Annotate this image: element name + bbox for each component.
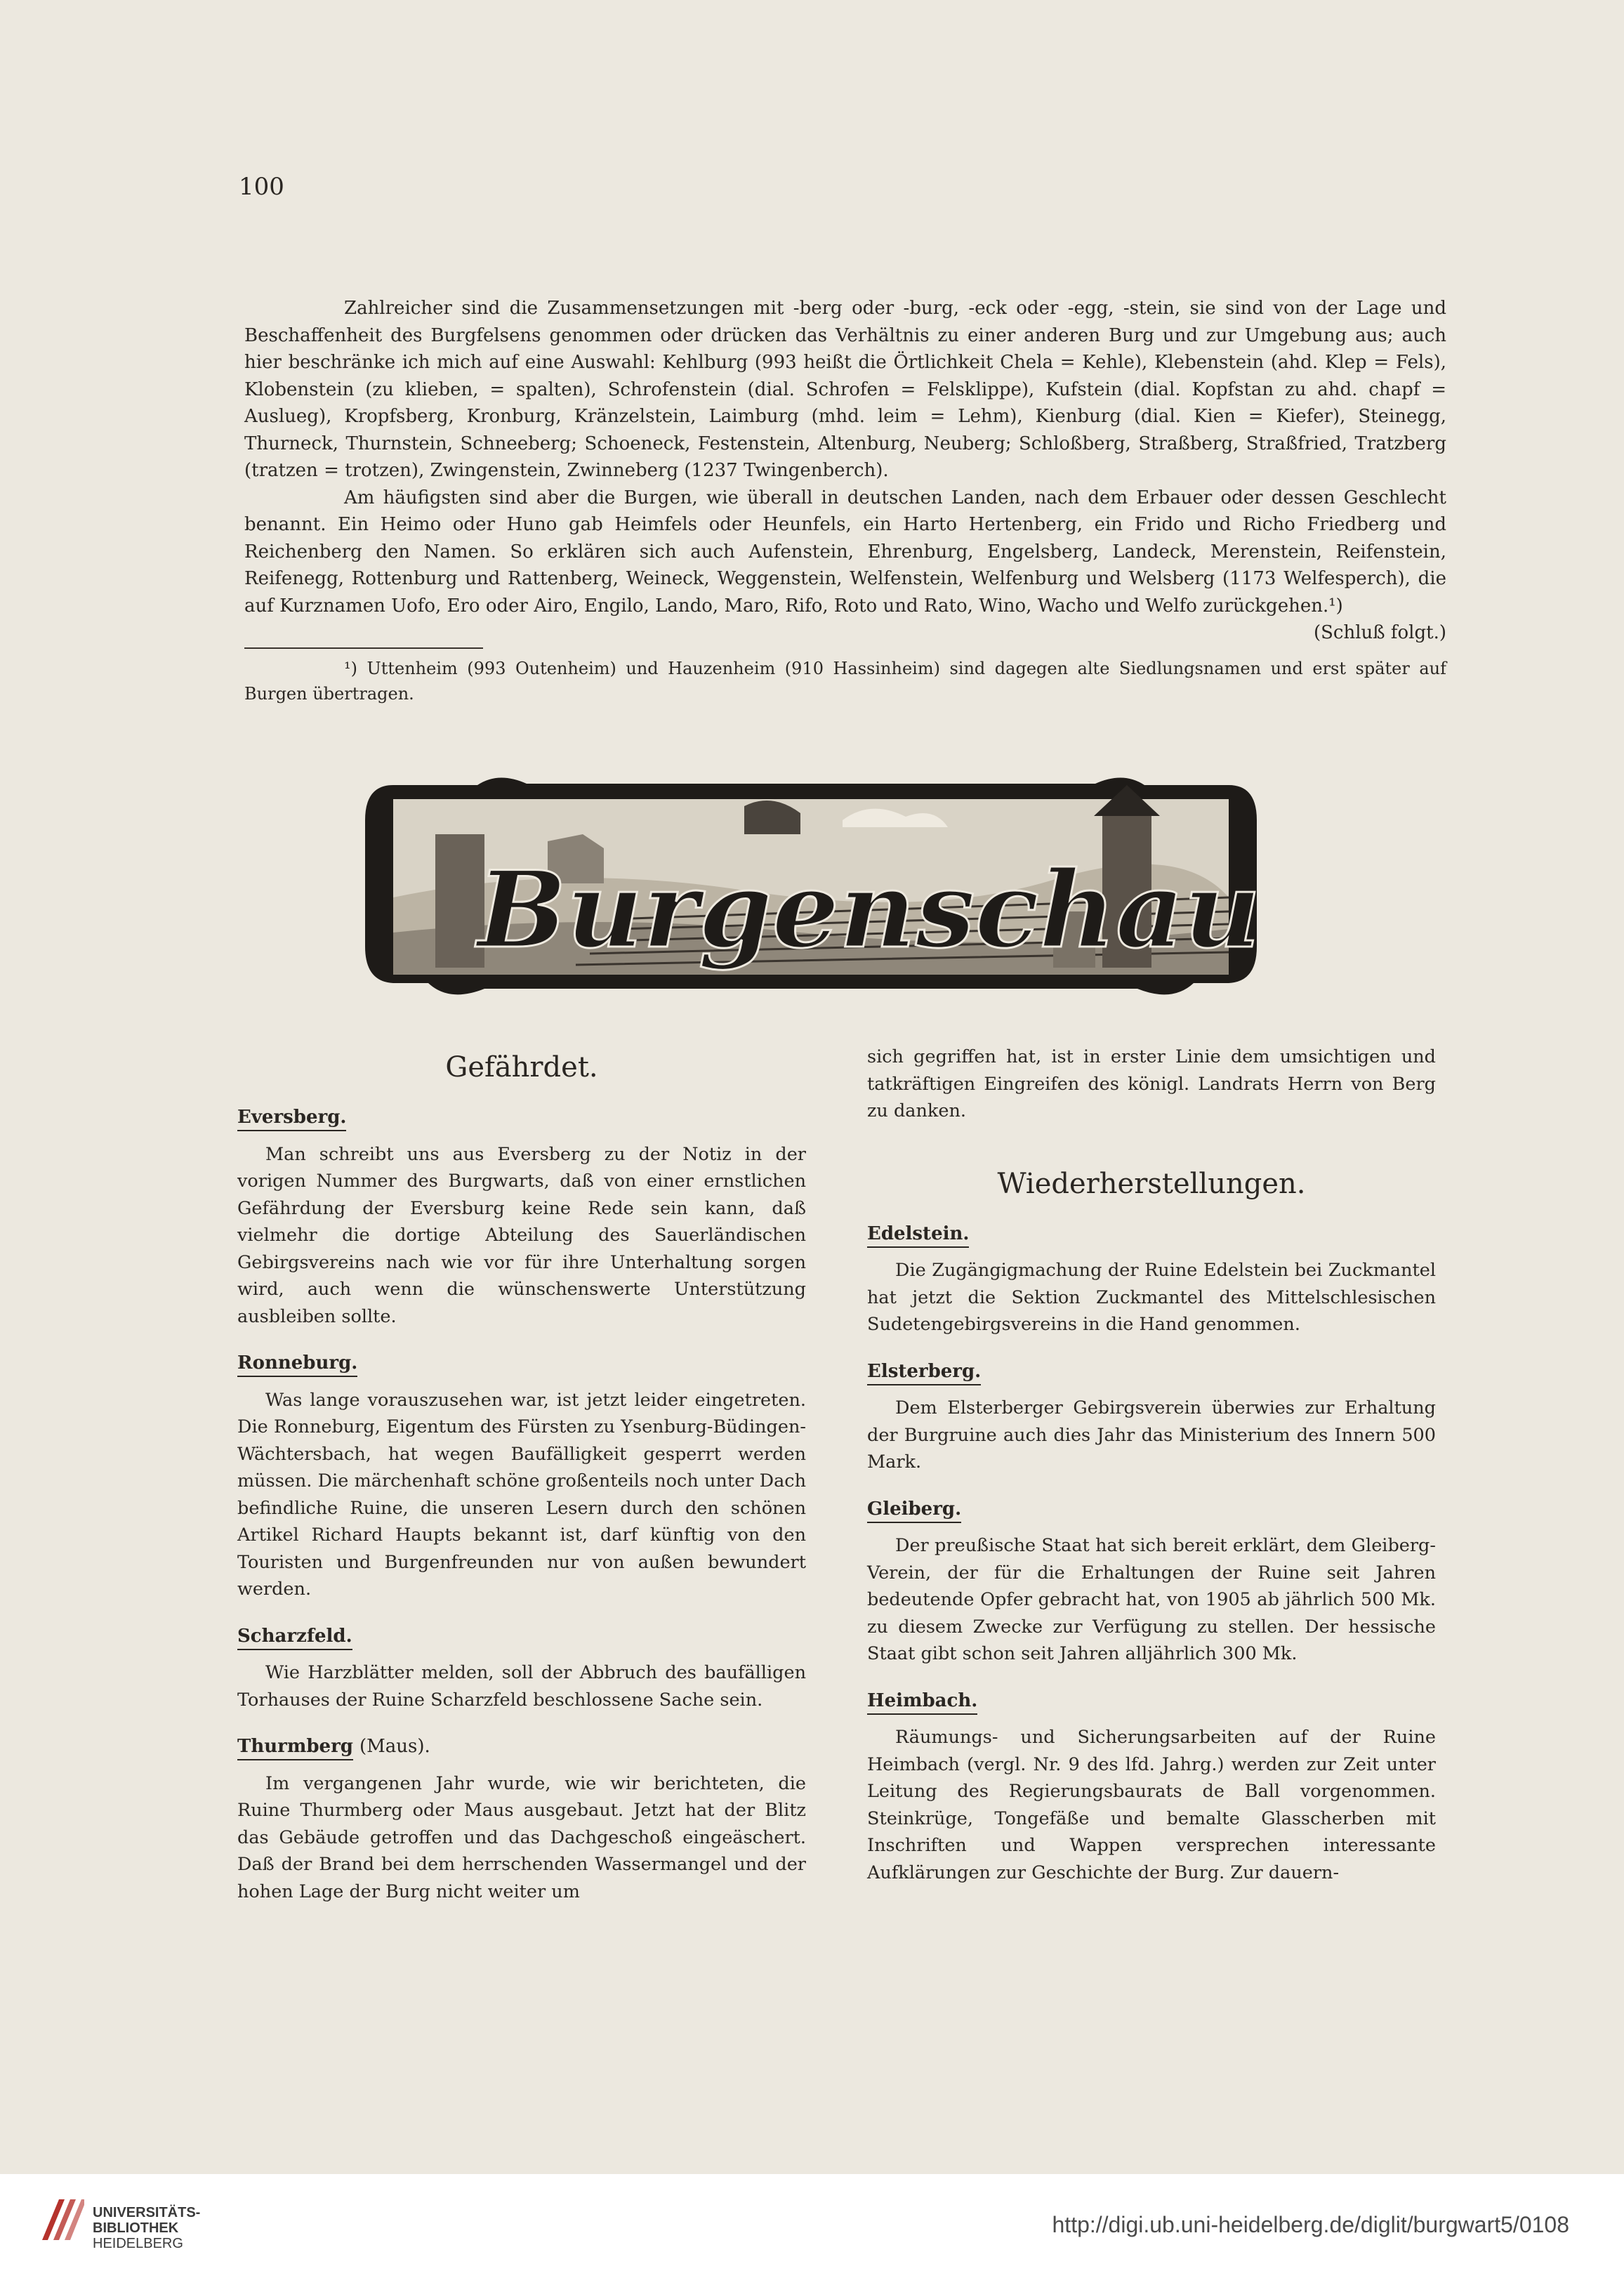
item-heading (237, 1623, 806, 1650)
left-column (237, 1045, 806, 1905)
intro-paragraph (244, 485, 1446, 643)
item-text: Was lange vorauszusehen war, ist jetzt leider eingetreten. Die Ronneburg, Eigentum des Fürsten zu Ysenburg-Büdingen-Wächtersbach, hat wegen Baufälligkeit gesperrt werden müssen. Die märchenhaft schöne großenteils noch unter Dach befindliche Ruine, die unseren Lesern durch den schönen Artikel Richard Haupts bekannt ist, darf künftig von den Touristen und Burgenfreunden nur von außen bewundert werden. (237, 1389, 806, 1600)
item-text: Die Zugängigmachung der Ruine Edelstein bei Zuckmantel hat jetzt die Sektion Zuckmantel des Mittelschlesischen Sudetengebirgsvereins in die Hand genommen. (867, 1260, 1436, 1335)
item-heading (867, 1220, 1436, 1248)
item-heading-text: Thurmberg (237, 1736, 353, 1760)
intro-text (244, 295, 1446, 647)
item-text: Im vergangenen Jahr wurde, wie wir berichteten, die Ruine Thurmberg oder Maus ausgebaut. Jetzt hat der Blitz das Gebäude getroffen und das Dachgeschoß eingeäschert. Daß der Brand bei dem herrschenden Wassermangel und der hohen Lage der Burg nicht weiter um (237, 1772, 806, 1902)
item-heading (237, 1733, 806, 1760)
item-text: Man schreibt uns aus Eversberg zu der Notiz in der vorigen Nummer des Burgwarts, daß von einer ernstlichen Gefährdung der Eversburg keine Rede sein kann, daß vielmehr die dortige Abteilung des Sauerländischen Gebirgsvereins nach wie vor für ihre Unterhaltung sorgen wird, auch wenn die wünschenswerte Unterstützung ausbleiben sollte. (237, 1143, 806, 1327)
item-text: Räumungs- und Sicherungsarbeiten auf der Ruine Heimbach (vergl. Nr. 9 des lfd. Jahrg.) werden zur Zeit unter Leitung des Regierungsbaurats de Ball vorgenommen. Steinkrüge, Tongefäße und bemalte Glasscherben mit Inschriften und Wappen versprechen interessante Aufklärungen zur Geschichte der Burg. Zur dauern- (867, 1727, 1436, 1883)
section-title: Gefährdet. (445, 1051, 598, 1084)
footnote-divider (244, 647, 483, 649)
page-number: 100 (239, 173, 284, 201)
item-heading (237, 1104, 806, 1131)
section-title: Wiederherstellungen. (997, 1167, 1306, 1200)
university-library-logo-icon[interactable] (38, 2195, 87, 2244)
item-heading (867, 1687, 1436, 1715)
footnote (244, 656, 1446, 706)
burgenschau-banner (351, 757, 1271, 1010)
continuation-note: (Schluß folgt.) (1313, 622, 1446, 643)
banner-title: Burgenschau (477, 848, 1261, 972)
intro-paragraph-text: Am häufigsten sind aber die Burgen, wie überall in deutschen Landen, nach dem Erbauer oder dessen Geschlecht benannt. Ein Heimo oder Huno gab Heimfels oder Heunfels, ein Harto Hertenberg, ein Frido und Richo Friedberg und Reichenberg den Namen. So erklären sich auch Aufenstein, Ehrenburg, Engelsberg, Landeck, Merenstein, Reifenstein, Reifenegg, Rottenburg und Rattenberg, Weineck, Weggenstein, Welfenstein, Welfenburg und Welsberg (1173 Welfesperch), die auf Kurznamen Uofo, Ero oder Airo, Engilo, Lando, Maro, Rifo, Roto und Rato, Wino, Wacho und Welfo zurückgehen.¹) (244, 487, 1446, 617)
item-heading-text: Eversberg. (237, 1107, 346, 1131)
item-text: Dem Elsterberger Gebirgsverein überwies zur Erhaltung der Burgruine auch dies Jahr das Ministerium des Innern 500 Mark. (867, 1397, 1436, 1473)
item-text: Wie Harzblätter melden, soll der Abbruch des baufälligen Torhauses der Ruine Scharzfeld beschlossene Sache sein. (237, 1662, 806, 1711)
item-heading-text: Ronneburg. (237, 1352, 357, 1377)
library-name-line: UNIVERSITÄTS- (93, 2205, 201, 2220)
intro-paragraph: Zahlreicher sind die Zusammensetzungen mit -berg oder -burg, -eck oder -egg, -stein, sie sind von der Lage und Beschaffenheit des Burgfelsens genommen oder drücken das Verhältnis zu einer anderen Burg und zur Umgebung aus; auch hier beschränke ich mich auf eine Auswahl: Kehlburg (993 heißt die Örtlichkeit Chela = Kehle), Klebenstein (ahd. Klep = Fels), Klobenstein (zu klieben, = spalten), Schrofenstein (dial. Schrofen = Felsklippe), Kufstein (dial. Kopfstan zu ahd. chapf = Auslueg), Kropfsberg, Kronburg, Kränzelstein, Laimburg (mhd. leim = Lehm), Kienburg (dial. Kien = Kiefer), Steinegg, Thurneck, Thurnstein, Schneeberg; Schoeneck, Festenstein, Altenburg, Neuberg; Schloßberg, Straßberg, Straßfried, Tratzberg (tratzen = trotzen), Zwingenstein, Zwinneberg (1237 Twingenberch). (244, 298, 1446, 481)
library-footer (0, 2174, 1624, 2285)
item-heading-text: Edelstein. (867, 1223, 969, 1248)
library-name[interactable] (93, 2205, 200, 2251)
item-heading-text: Scharzfeld. (237, 1626, 352, 1650)
library-name-line: BIBLIOTHEK (93, 2220, 179, 2236)
item-heading-text: Heimbach. (867, 1690, 977, 1715)
library-name-line: HEIDELBERG (93, 2236, 183, 2251)
item-text: Der preußische Staat hat sich bereit erklärt, dem Gleiberg-Verein, der für die Erhaltungen der Ruine seit Jahren bedeutende Opfer gebracht hat, von 1905 ab jährlich 500 Mk. zu diesem Zwecke zur Verfügung zu stellen. Der hessische Staat gibt schon seit Jahren alljährlich 300 Mk. (867, 1535, 1436, 1664)
continuation-text: sich gegriffen hat, ist in erster Linie dem umsichtigen und tatkräftigen Eingreifen des königl. Landrats Herrn von Berg zu danken. (867, 1046, 1436, 1121)
item-heading-text: Elsterberg. (867, 1361, 981, 1385)
item-heading-text: Gleiberg. (867, 1499, 961, 1523)
item-heading-suffix: (Maus). (359, 1736, 430, 1757)
right-column (867, 1043, 1436, 1886)
source-url-link[interactable]: http://digi.ub.uni-heidelberg.de/diglit/burgwart5/0108 (1052, 2212, 1569, 2237)
item-heading (867, 1496, 1436, 1523)
banner-illustration (351, 757, 1271, 1010)
footnote-text: ¹) Uttenheim (993 Outenheim) und Hauzenheim (910 Hassinheim) sind dagegen alte Siedlungsnamen und erst später auf Burgen übertragen. (244, 659, 1446, 704)
item-heading (867, 1358, 1436, 1385)
item-heading (237, 1350, 806, 1377)
